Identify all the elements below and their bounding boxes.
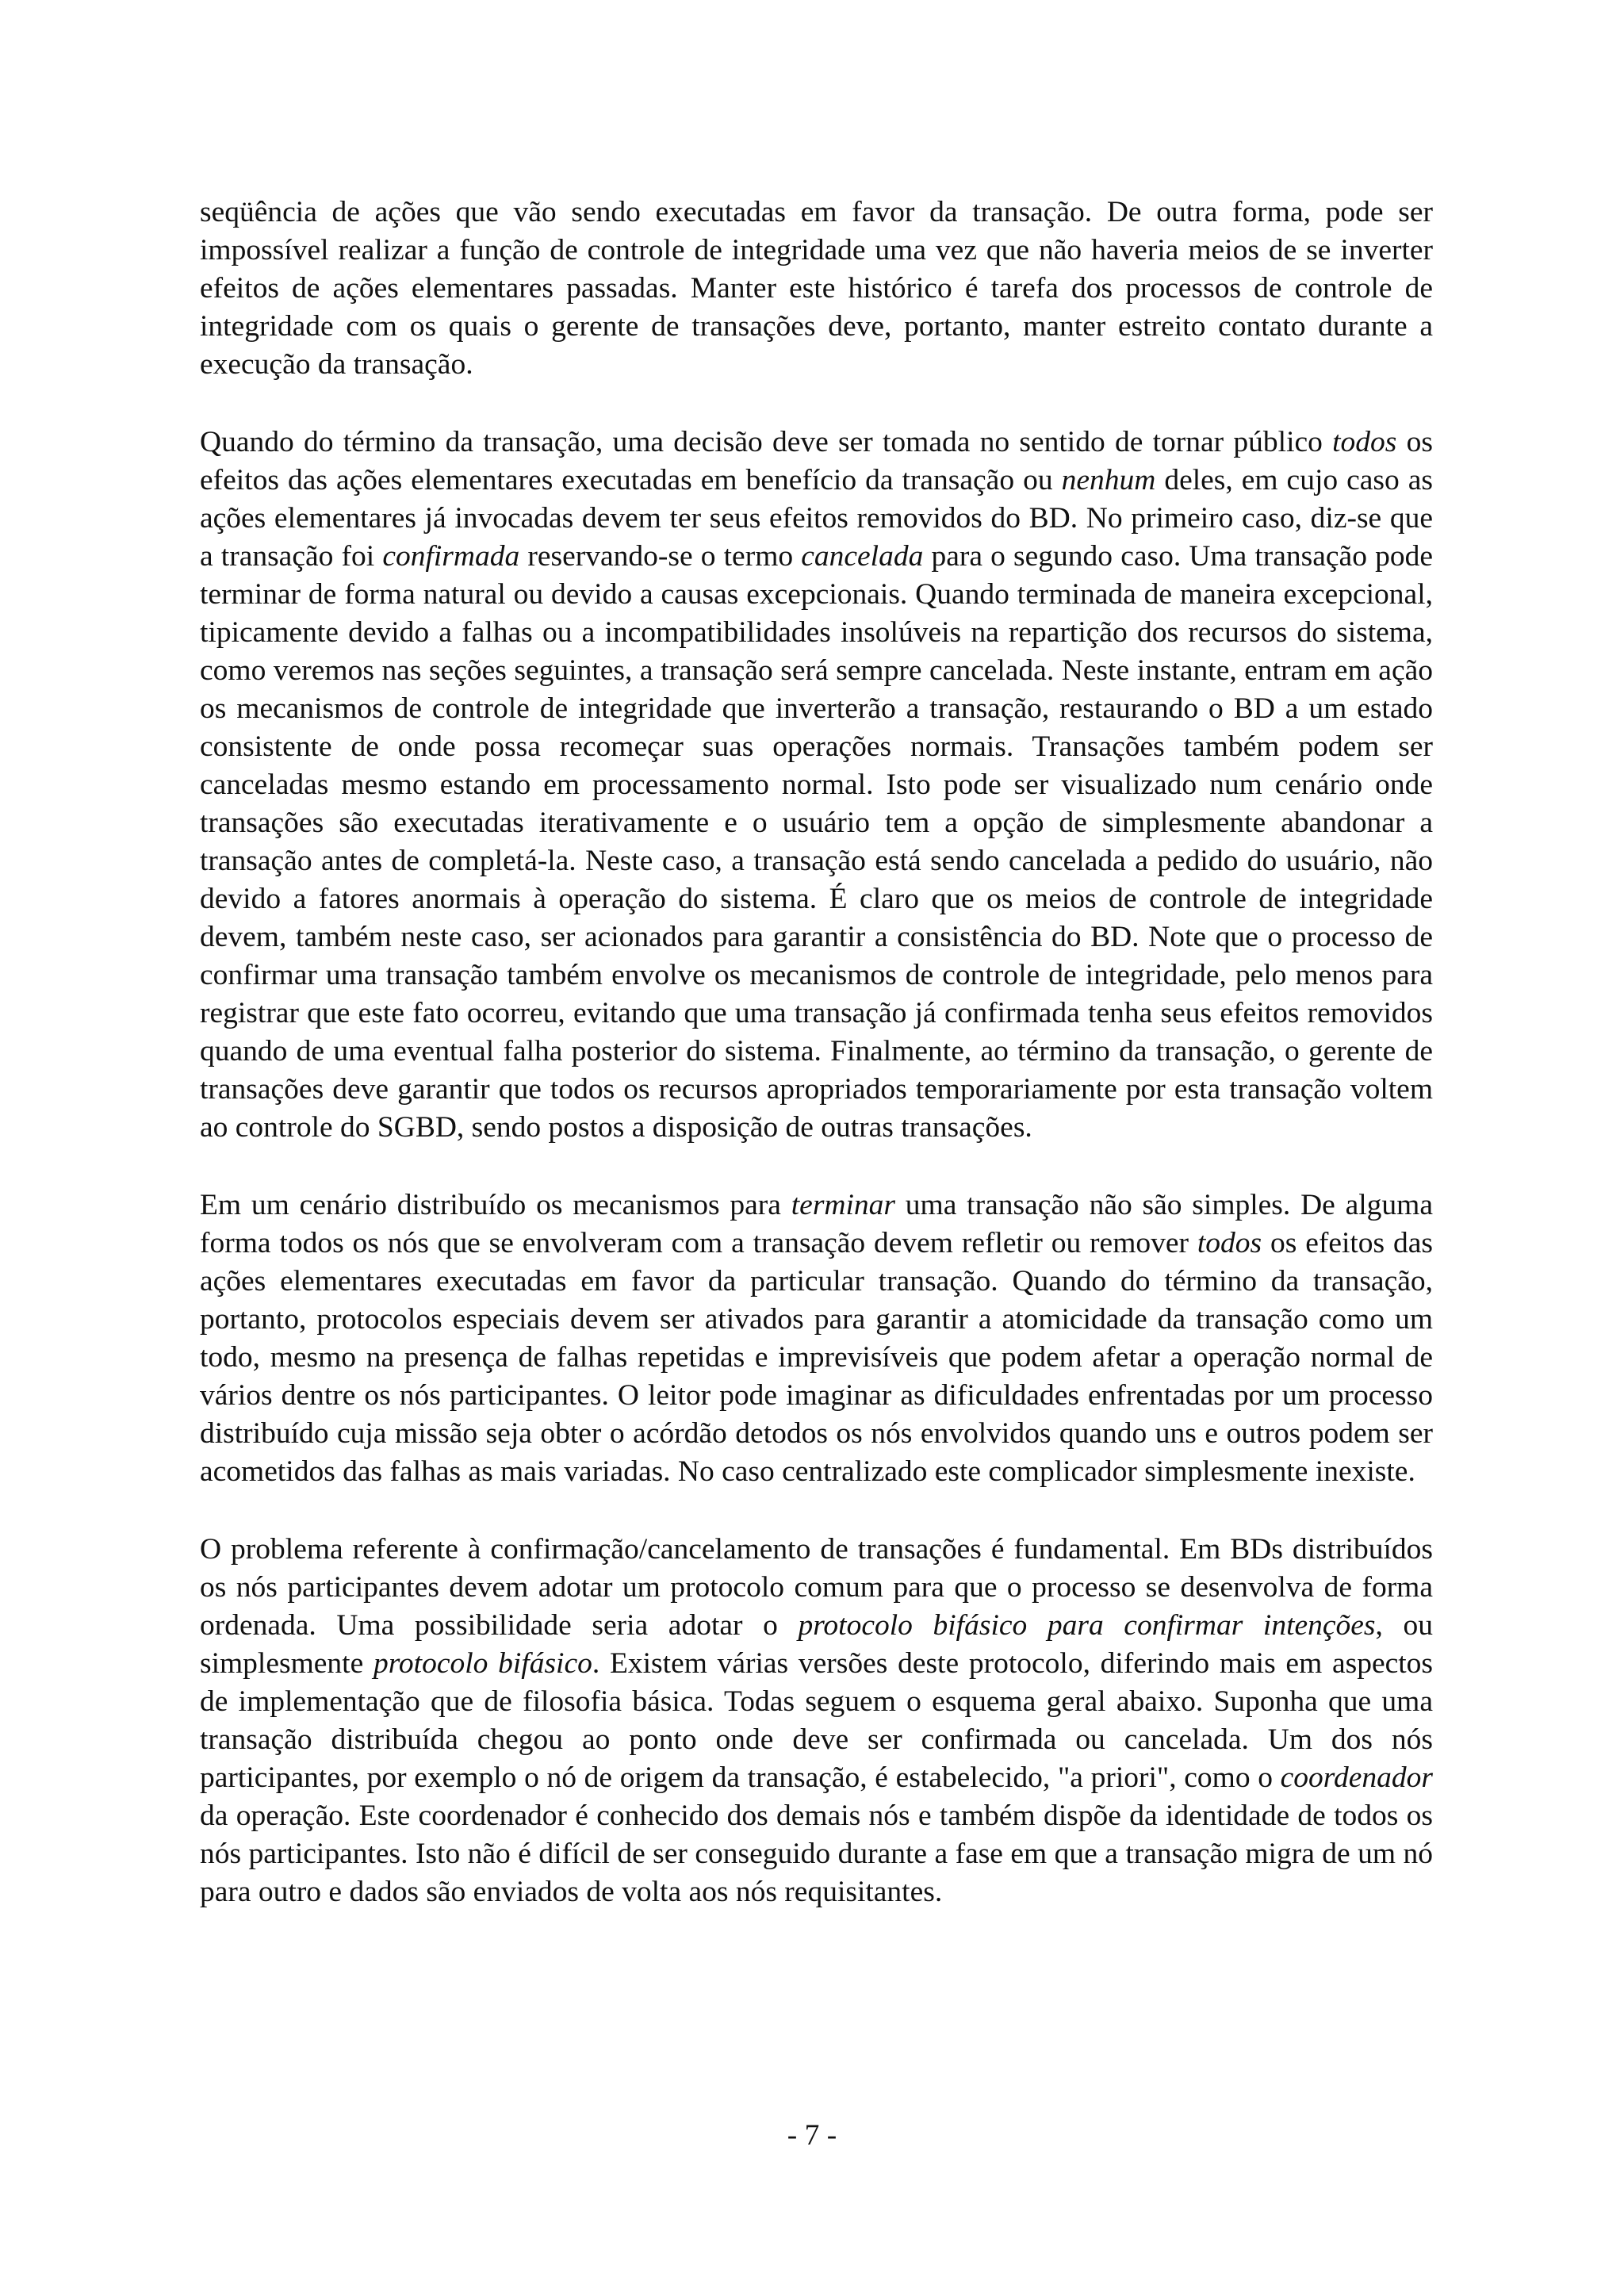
paragraph [200,194,1433,384]
text-run: uma transação não são simples. De alguma forma todos os nós que se envolveram com a transação devem refletir ou remover [200,1189,1433,1259]
text-run: os efeitos das ações elementares executadas em benefício da transação ou [200,426,1434,496]
text-run: Em um cenário distribuído os mecanismos para [200,1189,791,1221]
emphasized-term: coordenador [1280,1761,1433,1794]
body-text [200,194,1433,1911]
emphasized-term: todos [1332,426,1397,458]
page-number: - 7 - [787,2119,837,2152]
text-run: O problema referente à confirmação/cancelamento de transações é fundamental. Em BDs distribuídos os nós participantes devem adotar um protocolo comum para que o processo se desenvolva de forma ordenada. Uma possibilidade seria adotar o [200,1533,1433,1642]
text-run: , ou simplesmente [200,1609,1434,1680]
text-run: reservando-se o termo [519,540,802,573]
text-run: . Existem várias versões deste protocolo, diferindo mais em aspectos de implementação que de filosofia básica. Todas seguem o esquema geral abaixo. Suponha que uma transação distribuída chegou ao ponto onde deve ser confirmada ou cancelada. Um dos nós participantes, por exemplo o nó de origem da transação, é estabelecido, "a priori", como o [200,1647,1434,1794]
emphasized-term: protocolo bifásico para confirmar intenções [798,1609,1376,1642]
emphasized-term: nenhum [1061,464,1156,496]
emphasized-term: cancelada [801,540,924,573]
emphasized-term: terminar [791,1189,895,1221]
text-run: seqüência de ações que vão sendo executadas em favor da transação. De outra forma, pode ser impossível realizar a função de controle de integridade uma vez que não haveria meios de se inverter efeitos de ações elementares passadas. Manter este histórico é tarefa dos processos de controle de integridade com os quais o gerente de transações deve, portanto, manter estreito contato durante a execução da transação. [200,196,1433,381]
emphasized-term: confirmada [382,540,520,573]
emphasized-term: todos [1197,1227,1262,1259]
text-run: os efeitos das ações elementares executadas em favor da particular transação. Quando do término da transação, portanto, protocolos especiais devem ser ativados para garantir a atomicidade da transação como um todo, mesmo na presença de falhas repetidas e imprevisíveis que podem afetar a operação normal de vários dentre os nós participantes. O leitor pode imaginar as dificuldades enfrentadas por um processo distribuído cuja missão seja obter o acórdão detodos os nós envolvidos quando uns e outros podem ser acometidos das falhas as mais variadas. No caso centralizado este complicador simplesmente inexiste. [200,1227,1433,1488]
text-run: da operação. Este coordenador é conhecido dos demais nós e também dispõe da identidade de todos os nós participantes. Isto não é difícil de ser conseguido durante a fase em que a transação migra de um nó para outro e dados são enviados de volta aos nós requisitantes. [200,1800,1433,1908]
paragraph [200,1186,1433,1491]
text-run: para o segundo caso. Uma transação pode terminar de forma natural ou devido a causas excepcionais. Quando terminada de maneira excepcional, tipicamente devido a falhas ou a incompatibilidades insolúveis na repartição dos recursos do sistema, como veremos nas seções seguintes, a transação será sempre cancelada. Neste instante, entram em ação os mecanismos de controle de integridade que inverterão a transação, restaurando o BD a um estado consistente de onde possa recomeçar suas operações normais. Transações também podem ser canceladas mesmo estando em processamento normal. Isto pode ser visualizado num cenário onde transações são executadas iterativamente e o usuário tem a opção de simplesmente abandonar a transação antes de completá-la. Neste caso, a transação está sendo cancelada a pedido do usuário, não devido a fatores anormais à operação do sistema. É claro que os meios de controle de integridade devem, também neste caso, ser acionados para garantir a consistência do BD. Note que o processo de confirmar uma transação também envolve os mecanismos de controle de integridade, pelo menos para registrar que este fato ocorreu, evitando que uma transação já confirmada tenha seus efeitos removidos quando de uma eventual falha posterior do sistema. Finalmente, ao término da transação, o gerente de transações deve garantir que todos os recursos apropriados temporariamente por esta transação voltem ao controle do SGBD, sendo postos a disposição de outras transações. [200,540,1433,1144]
paragraph [200,424,1433,1147]
emphasized-term: protocolo bifásico [373,1647,592,1680]
text-run: deles, em cujo caso as ações elementares já invocadas devem ter seus efeitos removidos do BD. No primeiro caso, diz-se que a transação foi [200,464,1433,573]
paragraph [200,1531,1433,1911]
text-run: Quando do término da transação, uma decisão deve ser tomada no sentido de tornar público [200,426,1333,458]
